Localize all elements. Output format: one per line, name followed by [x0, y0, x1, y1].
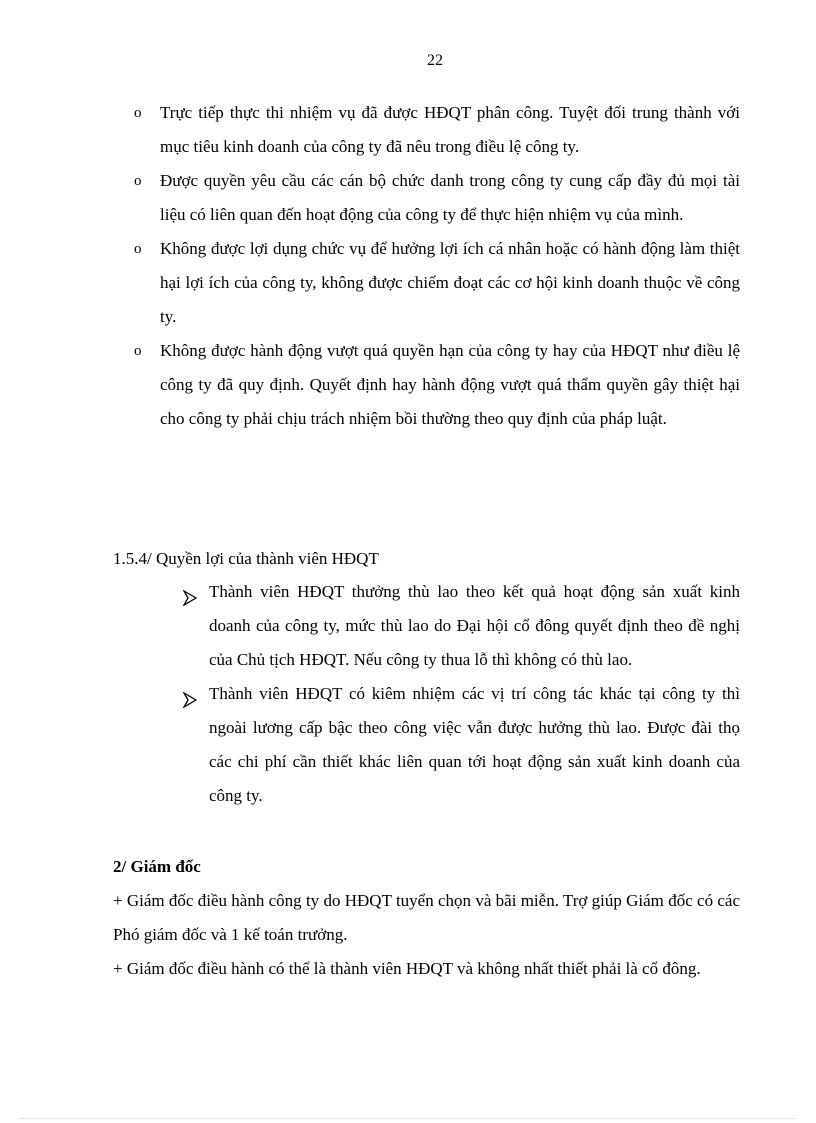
list-item-text: Được quyền yêu cầu các cán bộ chức danh trong công ty cung cấp đầy đủ mọi tài liệu có liên quan đến hoạt động của công ty để thực hiện nhiệm vụ của mình. — [160, 171, 740, 224]
director-section — [113, 850, 740, 986]
list-item-text: Không được hành động vượt quá quyền hạn của công ty hay của HĐQT như điều lệ công ty đã quy định. Quyết định hay hành động vượt quá thẩm quyền gây thiệt hại cho công ty phải chịu trách nhiệm bồi thường theo quy định của pháp luật. — [160, 341, 740, 428]
list-item — [183, 677, 740, 813]
list-item-text: Không được lợi dụng chức vụ để hưởng lợi ích cá nhân hoặc có hành động làm thiệt hại lợi ích của công ty, không được chiếm đoạt các cơ hội kinh doanh thuộc về công ty. — [160, 239, 740, 326]
circle-bullet-icon: o — [134, 173, 142, 189]
arrow-bullet-icon — [183, 575, 209, 677]
arrow-bullet-icon — [183, 677, 209, 813]
page-number: 22 — [427, 52, 443, 69]
list-item-text: Thành viên HĐQT thưởng thù lao theo kết quả hoạt động sản xuất kinh doanh của công ty, mức thù lao do Đại hội cổ đông quyết định theo đề nghị của Chủ tịch HĐQT. Nếu công ty thua lỗ thì không có thù lao. — [209, 582, 740, 669]
circle-bullet-icon: o — [134, 105, 142, 121]
paragraph: + Giám đốc điều hành công ty do HĐQT tuyển chọn và bãi miễn. Trợ giúp Giám đốc có các Phó giám đốc và 1 kế toán trưởng. — [113, 891, 740, 944]
list-item — [134, 96, 740, 164]
benefits-list — [183, 575, 740, 813]
section-heading: 1.5.4/ Quyền lợi của thành viên HĐQT — [113, 549, 379, 568]
duties-list — [134, 96, 740, 436]
circle-bullet-icon: o — [134, 343, 142, 359]
list-item — [134, 164, 740, 232]
paragraph: + Giám đốc điều hành có thể là thành viên HĐQT và không nhất thiết phải là cổ đông. — [113, 959, 701, 978]
page-bottom-divider — [20, 1118, 796, 1119]
list-item — [134, 334, 740, 436]
list-item — [183, 575, 740, 677]
circle-bullet-icon: o — [134, 241, 142, 257]
section-title: 2/ Giám đốc — [113, 857, 201, 876]
list-item — [134, 232, 740, 334]
list-item-text: Trực tiếp thực thi nhiệm vụ đã được HĐQT phân công. Tuyệt đối trung thành với mục tiêu kinh doanh của công ty đã nêu trong điều lệ công ty. — [160, 103, 740, 156]
list-item-text: Thành viên HĐQT có kiêm nhiệm các vị trí công tác khác tại công ty thì ngoài lương cấp bậc theo công việc vẫn được hưởng thù lao. Được đài thọ các chi phí cần thiết khác liên quan tới hoạt động sản xuất kinh doanh của công ty. — [209, 684, 740, 805]
